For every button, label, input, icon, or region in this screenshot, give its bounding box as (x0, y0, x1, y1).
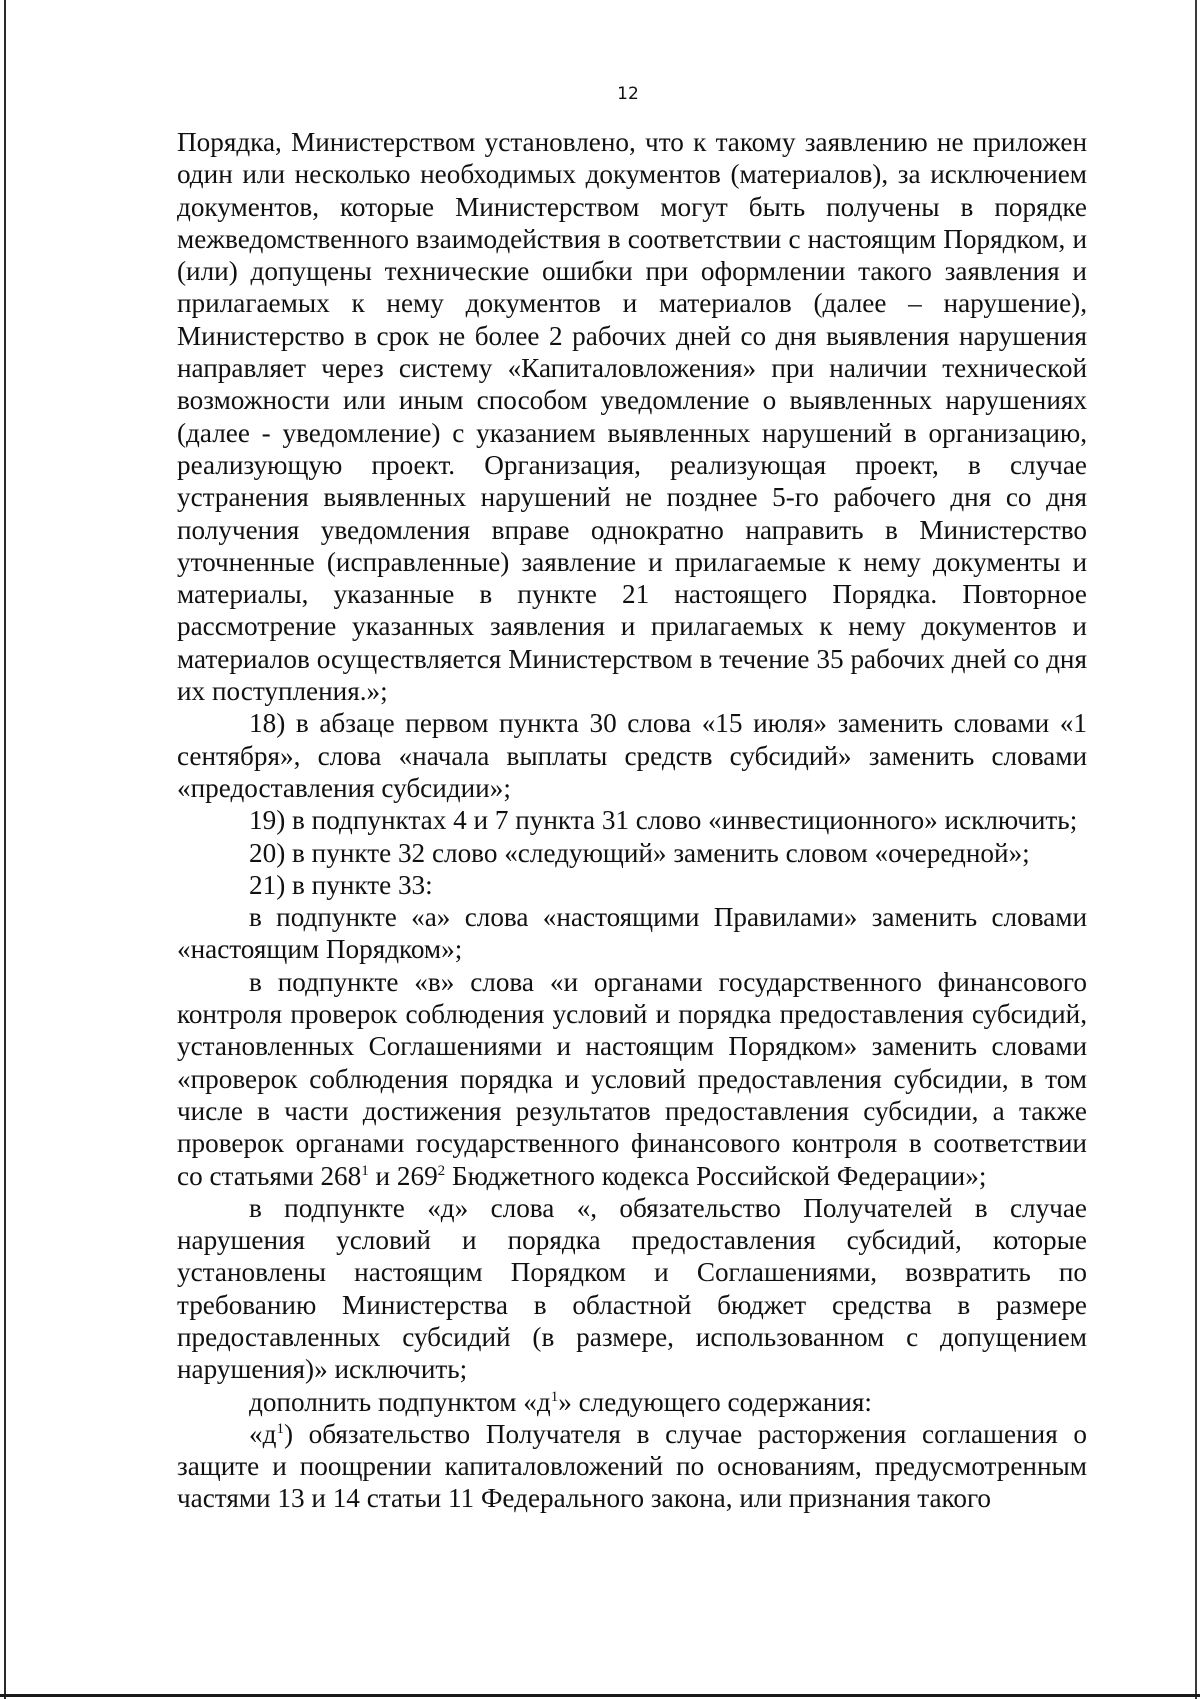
paragraph-p2 (177, 707, 1087, 804)
text-run: ) обязательство Получателя в случае расторжения соглашения о защите и поощрении капиталовложений по основаниям, предусмотренным частями 13 и 14 статьи 11 Федерального закона, или признания такого (177, 1418, 1087, 1514)
text-run: в подпункте «а» слова «настоящими Правилами» заменить словами «настоящим Порядком»; (177, 902, 1087, 965)
text-run: 21) в пункте 33: (249, 869, 433, 900)
document-body (177, 126, 1087, 1515)
superscript: 1 (550, 1388, 559, 1405)
paragraph-p7 (177, 966, 1087, 1192)
text-run: дополнить подпунктом «д (249, 1386, 551, 1417)
paragraph-p1 (177, 126, 1087, 707)
text-run: и 269 (368, 1160, 438, 1191)
paragraph-p5 (177, 869, 1087, 901)
scan-edge-bottom (0, 1694, 1200, 1697)
paragraph-p6 (177, 901, 1087, 966)
superscript: 1 (276, 1420, 284, 1437)
text-run: в подпункте «д» слова «, обязательство Получателей в случае нарушения условий и порядка предоставления субсидий, которые установлены настоящим Порядком и Соглашениями, возвратить по требованию Министерства в областной бюджет средства в размере предоставленных субсидий (в размере, использованном с допущением нарушения)» исключить; (177, 1192, 1087, 1385)
text-run: 18) в абзаце первом пункта 30 слова «15 июля» заменить словами «1 сентября», слова «начала выплаты средств субсидий» заменить словами «предоставления субсидии»; (177, 708, 1087, 803)
text-run: 20) в пункте 32 слово «следующий» заменить словом «очередной»; (249, 837, 1030, 868)
text-run: » следующего содержания: (558, 1386, 872, 1417)
paragraph-p8 (177, 1192, 1087, 1386)
text-run: в подпункте «в» слова «и органами государственного финансового контроля проверок соблюдения условий и порядка предоставления субсидий, установленных Соглашениями и настоящим Порядком» заменить словами «проверок соблюдения порядка и условий предоставления субсидии, в том числе в части достижения результатов предоставления субсидии, а также проверок органами государственного финансового контроля в соответствии со статьями 268 (177, 966, 1087, 1191)
text-run: Бюджетного кодекса Российской Федерации»; (445, 1160, 987, 1191)
paragraph-p9 (177, 1386, 1087, 1418)
superscript: 1 (361, 1162, 369, 1179)
paragraph-p3 (177, 804, 1087, 836)
text-run: 19) в подпунктах 4 и 7 пункта 31 слово «инвестиционного» исключить; (249, 805, 1078, 836)
paragraph-p4 (177, 837, 1087, 869)
scan-edge-right (1195, 0, 1197, 1699)
text-run: «д (249, 1418, 277, 1449)
scan-edge-left (4, 0, 6, 1699)
page-number: 12 (617, 84, 639, 104)
superscript: 2 (437, 1162, 446, 1179)
paragraph-p10 (177, 1418, 1087, 1515)
text-run: Порядка, Министерством установлено, что к такому заявлению не приложен один или несколько необходимых документов (материалов), за исключением документов, которые Министерством могут быть получены в порядке межведомственного взаимодействия в соответствии с настоящим Порядком, и (или) допущены технические ошибки при оформлении такого заявления и прилагаемых к нему документов и материалов (далее – нарушение), Министерство в срок не более 2 рабочих дней со дня выявления нарушения направляет через систему «Капиталовложения» при наличии технической возможности или иным способом уведомление о выявленных нарушениях (далее - уведомление) с указанием выявленных нарушений в организацию, реализующую проект. Организация, реализующая проект, в случае устранения выявленных нарушений не позднее 5-го рабочего дня со дня получения уведомления вправе однократно направить в Министерство уточненные (исправленные) заявление и прилагаемые к нему документы и материалы, указанные в пункте 21 настоящего Порядка. Повторное рассмотрение указанных заявления и прилагаемых к нему документов и материалов осуществляется Министерством в течение 35 рабочих дней со дня их поступления.»; (177, 127, 1087, 707)
